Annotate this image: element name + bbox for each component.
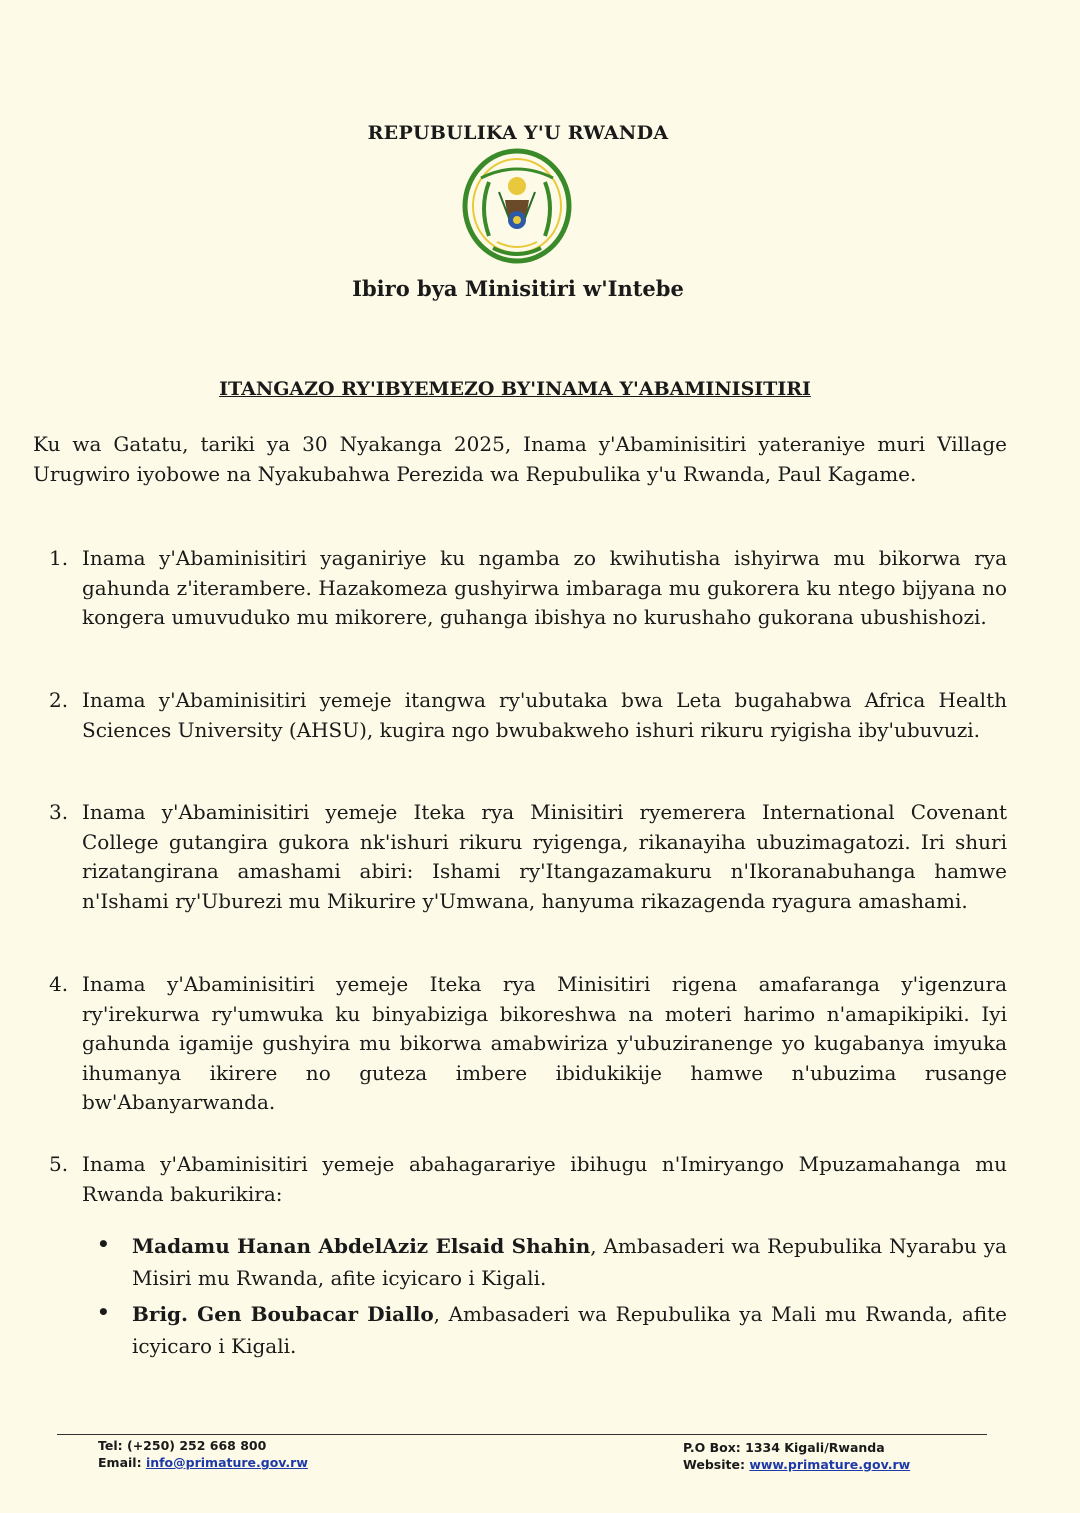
list-item-text: Inama y'Abaminisitiri yemeje itangwa ry'ubutaka bwa Leta bugahabwa Africa Health Sciences University (AHSU), kugira ngo bwubakweho ishuri rikuru ryigisha iby'ubuvuzi. [82, 688, 1007, 742]
list-number: 2. [49, 688, 69, 712]
list-item-text: Inama y'Abaminisitiri yemeje Iteka rya Minisitiri ryemerera International Covenant College gutangira gukora nk'ishuri rikuru ryigenga, rikanayiha ubuzimagatozi. Iri shuri rizatangirana amashami abiri: Ishami ry'Itangazamakuru n'Ikoranabuhanga hamwe n'Ishami ry'Uburezi mu Mikurire y'Umwana, hanyuma rikazagenda ryagura amashami. [82, 800, 1007, 913]
website-label: Website: [683, 1457, 745, 1472]
tel-value: (+250) 252 668 800 [127, 1438, 267, 1453]
footer-contact [98, 1437, 308, 1471]
email-link[interactable]: info@primature.gov.rw [145, 1455, 308, 1470]
email-label: Email: [98, 1455, 142, 1470]
header-country: REPUBULIKA Y'U RWANDA [367, 122, 669, 144]
ambassador-details: , Ambasaderi wa Repubulika Nyarabu ya Misiri mu Rwanda, afite icyicaro i Kigali. [132, 1234, 1007, 1290]
list-number: 4. [49, 972, 69, 996]
list-item [33, 798, 1007, 916]
list-item-text: Inama y'Abaminisitiri yemeje abahagarariye ibihugu n'Imiryango Mpuzamahanga mu Rwanda bakurikira: [82, 1152, 1007, 1206]
document-title: ITANGAZO RY'IBYEMEZO BY'INAMA Y'ABAMINISITIRI [219, 378, 811, 400]
list-item [33, 686, 1007, 745]
footer-divider [57, 1434, 987, 1435]
ambassador-name: Madamu Hanan AbdelAziz Elsaid Shahin [132, 1234, 591, 1258]
ambassador-name: Brig. Gen Boubacar Diallo [132, 1302, 434, 1326]
list-number: 1. [49, 546, 69, 570]
tel-label: Tel: [98, 1438, 123, 1453]
list-item [33, 970, 1007, 1118]
ambassador-details: , Ambasaderi wa Repubulika ya Mali mu Rwanda, afite icyicaro i Kigali. [132, 1302, 1007, 1358]
website-link[interactable]: www.primature.gov.rw [749, 1457, 911, 1472]
ambassador-item [97, 1298, 1007, 1362]
list-item-text: Inama y'Abaminisitiri yemeje Iteka rya Minisitiri rigena amafaranga y'igenzura ry'irekurwa ry'umwuka ku binyabiziga bikoreshwa na moteri harimo n'amapikipiki. Iyi gahunda igamije gushyira mu bikorwa amabwiriza y'ubuziranenge yo kugabanya imyuka ihumanya ikirere no guteza imbere ibidukikije hamwe n'ubuzima rusange bw'Abanyarwanda. [82, 972, 1007, 1114]
bullet-icon: • [97, 1300, 110, 1324]
footer-address [683, 1439, 910, 1473]
po-value: 1334 Kigali/Rwanda [745, 1440, 885, 1455]
list-item [33, 1150, 1007, 1209]
list-number: 5. [49, 1152, 69, 1176]
rwanda-coat-of-arms-icon [459, 148, 575, 266]
bullet-icon: • [97, 1232, 110, 1256]
header-office: Ibiro bya Minisitiri w'Intebe [352, 276, 684, 301]
intro-paragraph: Ku wa Gatatu, tariki ya 30 Nyakanga 2025, Inama y'Abaminisitiri yateraniye muri Village Urugwiro iyobowe na Nyakubahwa Perezida wa Repubulika y'u Rwanda, Paul Kagame. [33, 432, 1007, 486]
list-item [33, 544, 1007, 633]
list-item-text: Inama y'Abaminisitiri yaganiriye ku ngamba zo kwihutisha ishyirwa mu bikorwa rya gahunda z'iterambere. Hazakomeza gushyirwa imbaraga mu gukorera ku ntego bijyana no kongera umuvuduko mu mikorere, guhanga ibishya no kurushaho gukorana ubushishozi. [82, 546, 1007, 629]
list-number: 3. [49, 800, 69, 824]
ambassador-item [97, 1230, 1007, 1294]
po-label: P.O Box: [683, 1440, 741, 1455]
